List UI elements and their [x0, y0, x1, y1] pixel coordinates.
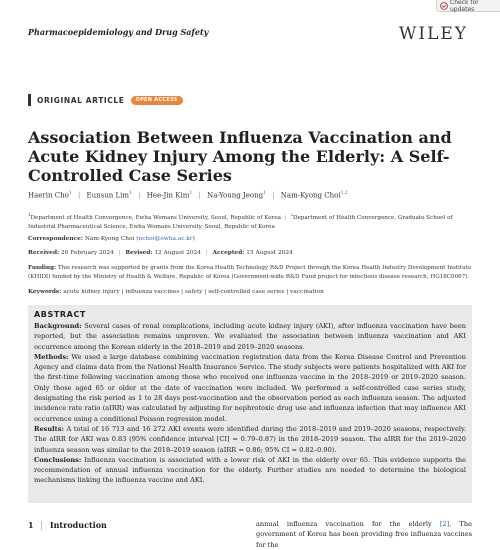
affiliation-2: Department of Health Convergence, Graduate School of Industrial Pharmaceutical Science, Ewha Womans University, Seoul, Republic of Korea — [28, 214, 453, 230]
affiliations — [28, 210, 478, 232]
author-name[interactable]: Hee-Jin Kim — [146, 191, 190, 200]
article-type-label: ORIGINAL ARTICLE — [37, 95, 125, 105]
journal-name: Pharmacoepidemiology and Drug Safety — [28, 27, 209, 37]
background-text: Several cases of renal complications, including acute kidney injury (AKI), after influenza vaccination have been reported, but the association remains unproven. We evaluated the association between influenza vaccination and AKI occurrence among the Korean elderly in the 2018–2019 and 2019–2020 seasons. — [34, 322, 466, 351]
author-name[interactable]: Eunsun Lim — [86, 191, 130, 200]
intro-text: . The government of Korea has been providing free influenza vaccines for the — [256, 520, 472, 549]
conclusions-label: Conclusions: — [34, 455, 82, 464]
correspondence-close: ) — [192, 236, 195, 242]
correspondence-name: Nam-Kyong Choi ( — [84, 236, 139, 242]
intro-text: annual influenza vaccination for the elderly — [256, 520, 440, 528]
results-label: Results: — [34, 424, 64, 433]
received-date: 26 February 2024 — [61, 250, 114, 256]
abstract-heading: ABSTRACT — [34, 310, 86, 319]
results-text: A total of 16 713 and 16 272 AKI events were identified during the 2018–2019 and 2019–2020 seasons, respectively. The aIRR for AKI was 0.83 (95% confidence interval [CI] = 0.79–0.87) in the 2018–2019 season. The aIRR for the 2019–2020 influenza season was similar to the 2018–2019 season (aIRR = 0.86; 95% CI = 0.82–0.90). — [34, 424, 466, 454]
revised-label: Revised: — [125, 250, 153, 256]
correspondence-email-link[interactable]: nchoi@ewha.ac.kr — [138, 236, 193, 242]
background-label: Background: — [34, 322, 82, 330]
author-affiliation-sup: 1 — [68, 191, 72, 196]
author-separator: | — [77, 191, 81, 200]
correspondence-label: Correspondence: — [28, 236, 83, 242]
section-title: Introduction — [49, 520, 107, 530]
author-separator: | — [272, 191, 275, 200]
author-affiliation-sup: 1,2 — [340, 191, 348, 196]
article-type-bar — [28, 94, 31, 106]
keywords — [28, 289, 324, 295]
abstract-methods — [34, 352, 466, 424]
author-separator: | — [138, 191, 141, 200]
author-affiliation-sup: 1 — [263, 191, 266, 196]
affiliation-sup: 1 — [28, 212, 31, 217]
open-access-badge: OPEN ACCESS — [131, 96, 183, 105]
check-updates-label: Check for updates — [450, 0, 479, 13]
date-separator: | — [118, 250, 121, 256]
publisher-logo: WILEY — [398, 24, 468, 44]
revised-date: 12 August 2024 — [154, 250, 201, 256]
check-for-updates-button[interactable] — [436, 0, 500, 12]
funding-statement — [28, 264, 476, 281]
intro-right-column — [256, 519, 472, 550]
methods-label: Methods: — [34, 352, 69, 361]
section-heading — [28, 520, 107, 530]
citation-link[interactable]: [2] — [439, 520, 450, 528]
abstract-box — [28, 305, 472, 503]
correspondence — [28, 236, 195, 242]
abstract-background — [34, 321, 466, 352]
article-title: Association Between Influenza Vaccination and Acute Kidney Injury Among the Elderly: A Self-Controlled Case Series — [28, 128, 452, 185]
keywords-text: acute kidney injury | influenza vaccines | safety | self-controlled case series | vaccination — [63, 289, 324, 295]
conclusions-text: Influenza vaccination is associated with a lower risk of AKI in the elderly over 65. This evidence supports the recommendation of annual influenza vaccination for the elderly. Further studies are needed to determine the biological mechanisms linking the influenza vaccine and AKI. — [34, 455, 466, 485]
check-updates-icon — [440, 2, 448, 10]
author-affiliation-sup: 1 — [189, 191, 193, 196]
article-type — [28, 94, 183, 106]
author-name[interactable]: Na-Young Jeong — [207, 191, 264, 200]
affiliation-sup: 2 — [290, 212, 293, 217]
author-list — [28, 191, 478, 199]
date-separator: | — [205, 250, 208, 256]
author-name[interactable]: Nam-Kyong Choi — [280, 191, 341, 200]
author-affiliation-sup: 1 — [129, 191, 132, 196]
section-number: 1 — [28, 520, 34, 530]
accepted-label: Accepted: — [212, 250, 245, 256]
abstract-results — [34, 424, 466, 455]
funding-text: This research was supported by grants from the Korea Health Technology R&D Project through the Korea Health Industry Development Institute (KHIDI) funded by the Ministry of Health & Welfare, Republic of Korea (Government-wide R&D Fund project for infectious disease research, HG18C0067). — [28, 265, 472, 280]
funding-label: Funding: — [28, 265, 57, 271]
article-dates — [28, 250, 293, 256]
abstract-conclusions — [34, 455, 466, 486]
author-separator: | — [198, 191, 201, 200]
affiliation-1: Department of Health Convergence, Ewha Womans University, Seoul, Republic of Korea — [30, 214, 281, 221]
keywords-label: Keywords: — [28, 289, 62, 295]
section-separator: | — [40, 521, 44, 530]
accepted-date: 15 August 2024 — [246, 250, 293, 256]
affiliation-separator: | — [284, 214, 287, 221]
author-name[interactable]: Haerin Cho — [28, 191, 69, 200]
methods-text: We used a large database combining vaccination registration data from the Korea Disease Control and Prevention Agency and claims data from the National Health Insurance Service. The study subjects were patients hospitalized with AKI for the first-time following vaccination among those who received one influenza vaccine in the 2018–2019 or 2019–2020 season. Only those aged 65 or older at the date of vaccination were included. We performed a self-controlled case series study, designating the risk period as 1 to 28 days post-vaccination and the observation period as each influenza season. The adjusted incidence rate ratio (aIRR) was calculated by adjusting for nephrotoxic drug use and influenza infection that may influence AKI occurrence using a conditional Poisson regression model. — [34, 352, 466, 423]
received-label: Received: — [28, 250, 60, 256]
